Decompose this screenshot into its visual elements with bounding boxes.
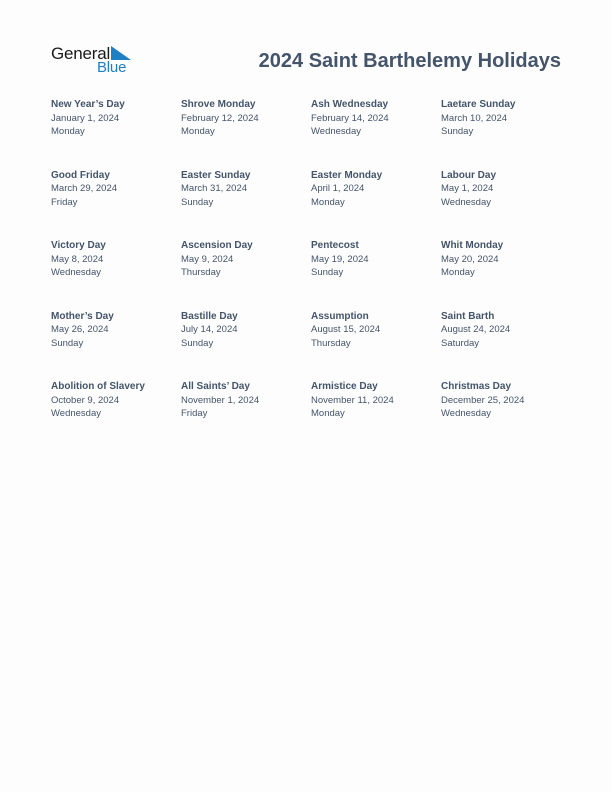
holiday-name: Saint Barth: [441, 310, 495, 322]
holiday-weekday: Monday: [311, 196, 345, 208]
holiday-name: Mother’s Day: [51, 310, 114, 322]
holiday-weekday: Monday: [311, 408, 345, 419]
holiday-date: March 29, 2024: [51, 183, 118, 194]
holiday-date: August 24, 2024: [441, 324, 511, 335]
holiday-date: May 8, 2024: [51, 253, 104, 265]
holiday-name: Good Friday: [51, 169, 110, 181]
holiday-weekday: Wednesday: [51, 408, 101, 419]
holiday-date: May 26, 2024: [51, 324, 109, 335]
holiday-date: May 1, 2024: [441, 183, 494, 194]
holiday-entry: [51, 380, 181, 451]
holiday-weekday: Sunday: [311, 267, 344, 278]
holiday-date: October 9, 2024: [51, 394, 120, 406]
holiday-entry: [441, 169, 571, 240]
holiday-entry: [441, 98, 571, 169]
holiday-weekday: Sunday: [181, 337, 214, 349]
holiday-weekday: Wednesday: [311, 126, 361, 137]
holiday-date: November 1, 2024: [181, 394, 260, 406]
holiday-name: Shrove Monday: [181, 99, 256, 110]
holiday-weekday: Monday: [181, 126, 215, 137]
holiday-name: Labour Day: [441, 169, 497, 181]
holiday-name: Ash Wednesday: [311, 99, 389, 110]
holiday-weekday: Sunday: [51, 337, 84, 349]
holiday-date: May 19, 2024: [311, 253, 369, 265]
holiday-entry: [311, 239, 441, 310]
holiday-name: Victory Day: [51, 240, 106, 251]
holiday-name: All Saints’ Day: [181, 381, 250, 392]
holiday-name: Assumption: [311, 310, 369, 322]
holiday-weekday: Wednesday: [441, 196, 491, 208]
holiday-weekday: Wednesday: [51, 267, 101, 278]
holiday-entry: [181, 98, 311, 169]
holiday-name: Whit Monday: [441, 240, 504, 251]
holiday-weekday: Saturday: [441, 337, 480, 349]
holiday-entry: [441, 239, 571, 310]
holiday-entry: [181, 310, 311, 381]
holiday-name: Bastille Day: [181, 310, 238, 322]
holiday-entry: [311, 380, 441, 451]
holiday-entry: [181, 239, 311, 310]
holiday-entry: [181, 169, 311, 240]
holiday-entry: [51, 310, 181, 381]
logo-word-general: General: [51, 44, 111, 63]
holiday-date: January 1, 2024: [51, 112, 120, 124]
holiday-date: December 25, 2024: [441, 394, 525, 406]
logo-word-blue: Blue: [97, 59, 127, 76]
holiday-entry: [311, 169, 441, 240]
holiday-entry: [311, 310, 441, 381]
holiday-grid: [51, 98, 571, 451]
holiday-weekday: Monday: [51, 126, 85, 137]
holiday-weekday: Monday: [441, 267, 475, 278]
holiday-weekday: Wednesday: [441, 408, 491, 419]
holiday-entry: [51, 169, 181, 240]
generalblue-logo: [51, 44, 133, 78]
holiday-weekday: Friday: [181, 408, 208, 419]
holiday-date: May 9, 2024: [181, 253, 234, 265]
holiday-weekday: Thursday: [311, 337, 351, 349]
holiday-date: May 20, 2024: [441, 253, 499, 265]
holiday-name: Laetare Sunday: [441, 99, 516, 110]
holiday-name: Easter Sunday: [181, 169, 251, 181]
holiday-date: August 15, 2024: [311, 324, 381, 335]
holiday-entry: [51, 239, 181, 310]
holiday-weekday: Friday: [51, 196, 78, 208]
holiday-entry: [311, 98, 441, 169]
holiday-date: November 11, 2024: [311, 394, 394, 406]
holiday-name: Christmas Day: [441, 381, 512, 392]
holiday-weekday: Thursday: [181, 267, 221, 278]
holiday-name: New Year’s Day: [51, 99, 125, 110]
holiday-date: July 14, 2024: [181, 324, 238, 335]
holiday-date: March 10, 2024: [441, 112, 508, 124]
holiday-date: February 12, 2024: [181, 112, 259, 124]
holiday-name: Ascension Day: [181, 240, 253, 251]
holiday-date: February 14, 2024: [311, 112, 389, 124]
holiday-date: March 31, 2024: [181, 183, 248, 194]
holiday-entry: [181, 380, 311, 451]
holiday-name: Abolition of Slavery: [51, 381, 145, 392]
holiday-entry: [441, 310, 571, 381]
holiday-entry: [441, 380, 571, 451]
holiday-weekday: Sunday: [441, 126, 474, 137]
page-title: 2024 Saint Barthelemy Holidays: [258, 50, 561, 72]
holiday-entry: [51, 98, 181, 169]
holiday-name: Easter Monday: [311, 169, 383, 181]
holiday-weekday: Sunday: [181, 196, 214, 208]
holiday-name: Armistice Day: [311, 381, 378, 392]
holiday-date: April 1, 2024: [311, 183, 365, 194]
holiday-name: Pentecost: [311, 240, 359, 251]
